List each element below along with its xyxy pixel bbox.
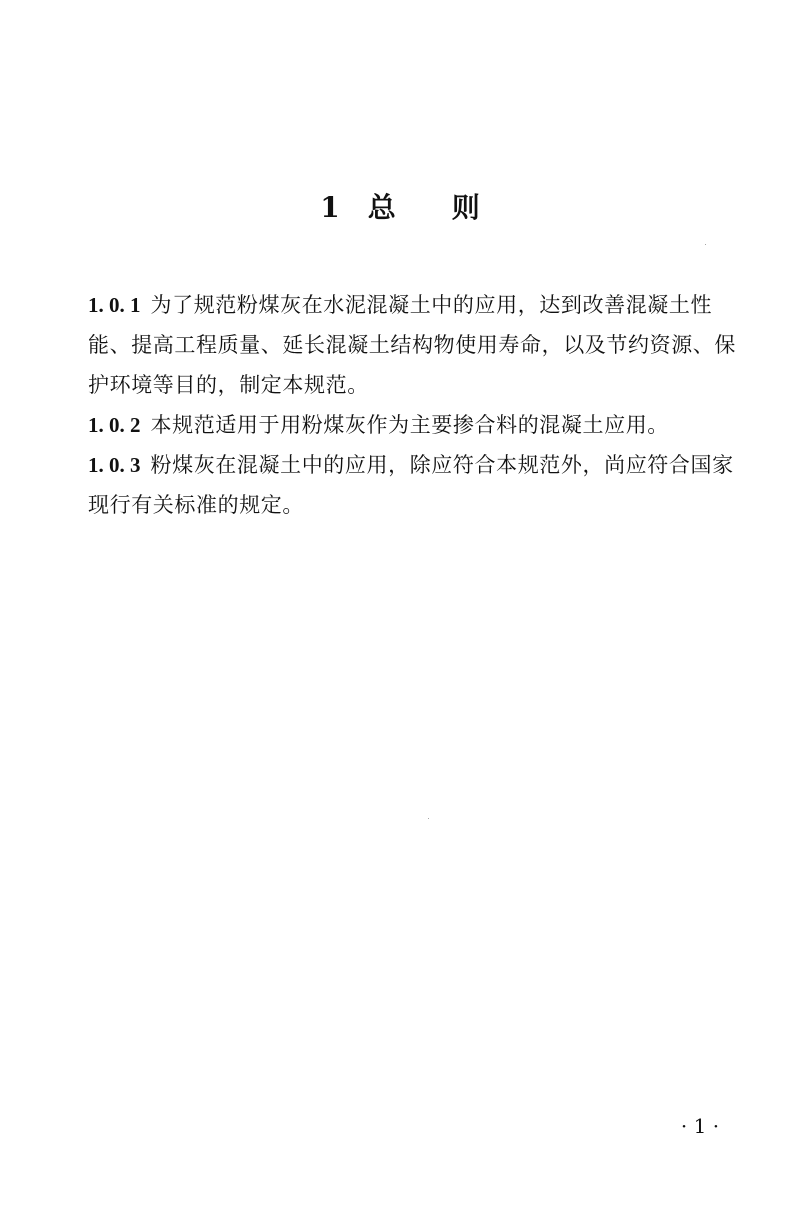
clause-text: 为了规范粉煤灰在水泥混凝土中的应用，达到改善混凝土性能、提高工程质量、延长混凝土结构物使用寿命，以及节约资源、保护环境等目的，制定本规范。 [88, 293, 736, 397]
clause-1-0-3 [88, 445, 748, 525]
scan-speck [705, 244, 706, 245]
clause-text: 粉煤灰在混凝土中的应用，除应符合本规范外，尚应符合国家现行有关标准的规定。 [88, 453, 734, 517]
clause-1-0-1 [88, 285, 748, 405]
chapter-title-part-1: 总 [367, 191, 396, 224]
chapter-heading [0, 188, 800, 228]
clause-text: 本规范适用于用粉煤灰作为主要掺合料的混凝土应用。 [150, 413, 669, 437]
clause-number: 1. 0. 3 [88, 453, 141, 477]
scan-speck [428, 818, 429, 819]
clause-list [88, 285, 748, 525]
clause-1-0-2 [88, 405, 748, 445]
chapter-title-part-2: 则 [451, 191, 480, 224]
page-number: · 1 · [680, 1114, 720, 1138]
clause-number: 1. 0. 1 [88, 293, 141, 317]
clause-number: 1. 0. 2 [88, 413, 141, 437]
chapter-number: 1 [320, 191, 340, 224]
